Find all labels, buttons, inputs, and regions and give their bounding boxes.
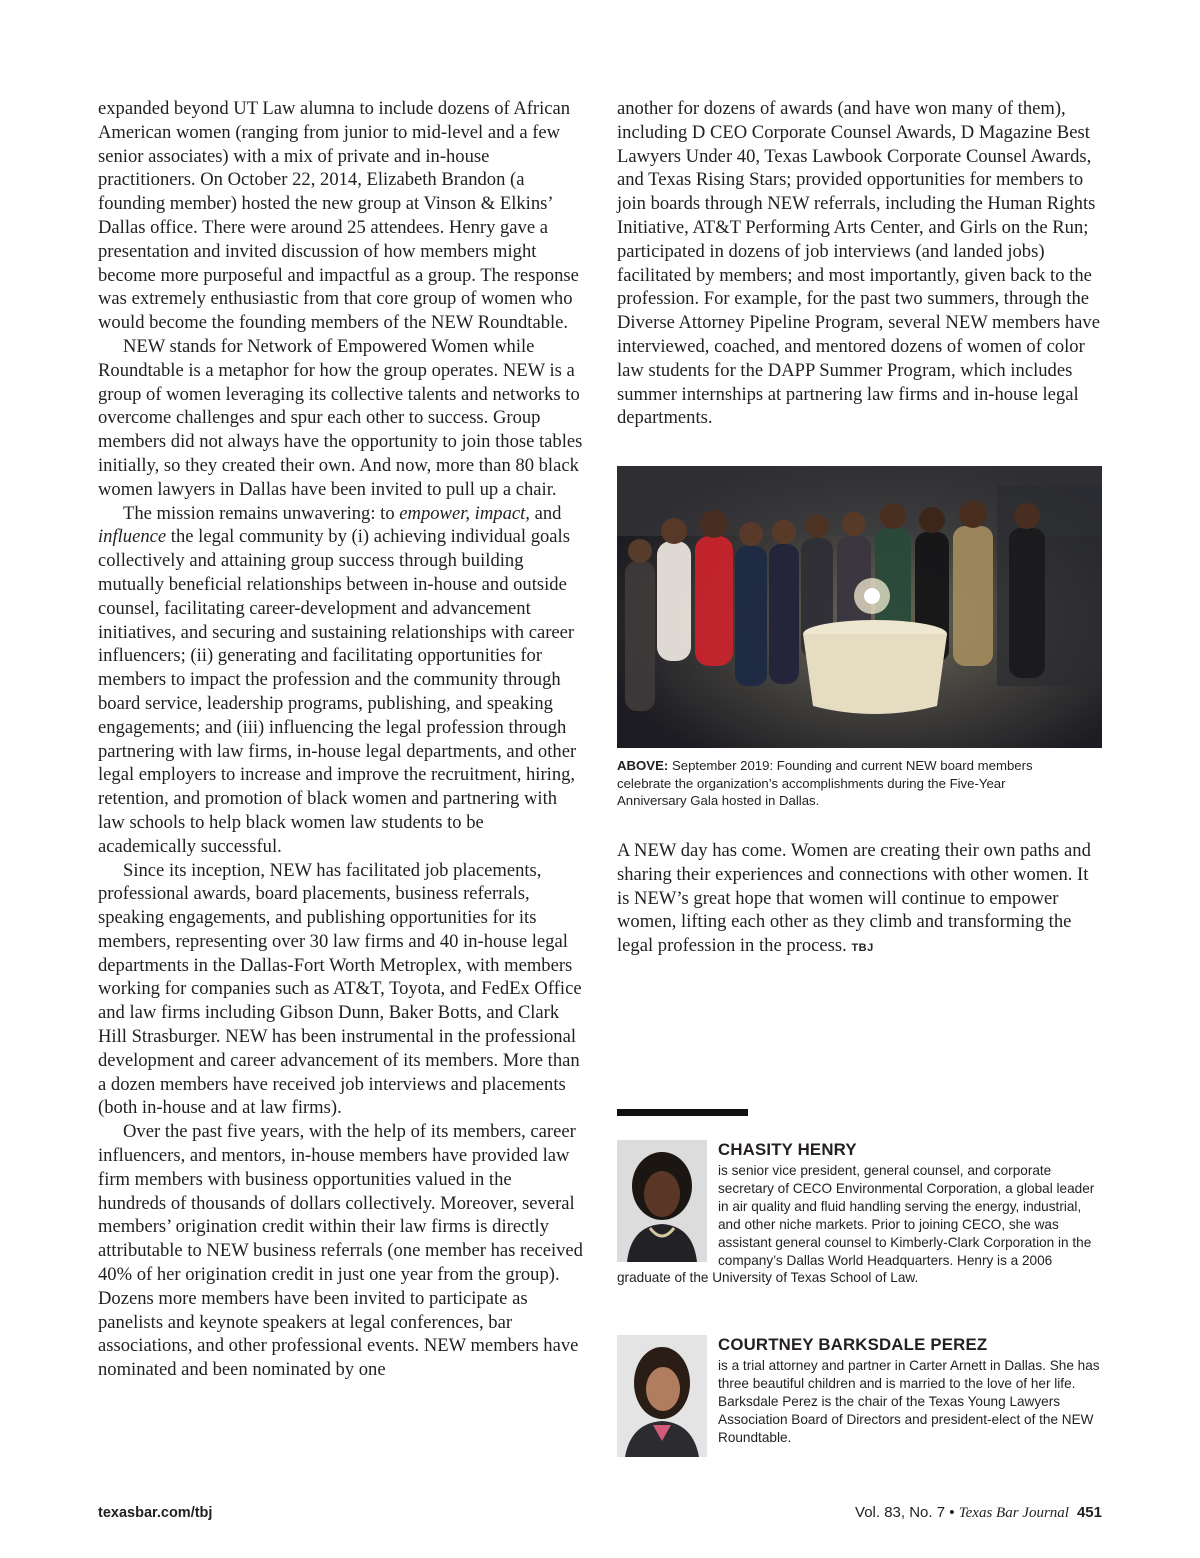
footer-journal-name: Texas Bar Journal — [958, 1505, 1069, 1521]
article-paragraph: NEW stands for Network of Empowered Women while Roundtable is a metaphor for how the group operates. NEW is a group of women leveraging its collective talents and networks to overcome challenges and spur each other to success. Group members did not always have the opportunity to join those tables initially, so they created their own. And now, more than 80 black women lawyers in Dallas have been invited to pull up a chair. — [98, 335, 583, 500]
footer-volume: Vol. 83, No. 7 — [855, 1504, 946, 1521]
emphasis-empower-impact: empower, impact, — [399, 502, 530, 524]
photo-caption — [617, 757, 1077, 810]
caption-label: ABOVE: — [617, 758, 669, 773]
author-name: COURTNEY BARKSDALE PEREZ — [718, 1335, 988, 1354]
footer-bullet: • — [949, 1504, 955, 1521]
gala-group-photo — [617, 466, 1102, 748]
bio-section-rule — [617, 1109, 748, 1116]
author-bio-henry — [617, 1140, 1105, 1287]
gala-photo-illustration — [617, 466, 1102, 748]
article-paragraph: another for dozens of awards (and have won many of them), including D CEO Corporate Counsel Awards, D Magazine Best Lawyers Under 40, Texas Lawbook Corporate Counsel Awards, and Texas Rising Stars; provided opportunities for members to join boards through NEW referrals, including the Human Rights Initiative, AT&T Performing Arts Center, and Girls on the Run; participated in dozens of job interviews (and landed jobs) facilitated by members; and most importantly, given back to the profession. For example, for the past two summers, through the Diverse Attorney Pipeline Program, several NEW members have interviewed, coached, and mentored dozens of women of color law students for the DAPP Summer Program, which includes summer internships at partnering law firms and in-house legal departments. — [617, 98, 1100, 429]
author-bio-text: is a trial attorney and partner in Carter Arnett in Dallas. She has three beautiful children and is married to the love of her life. Barksdale Perez is the chair of the Texas Young Lawyers Association Board of Directors and president-elect of the NEW Roundtable. — [718, 1358, 1100, 1445]
footer-site-link[interactable]: texasbar.com/tbj — [98, 1505, 213, 1521]
author-name: CHASITY HENRY — [718, 1140, 857, 1159]
author-bio-perez — [617, 1335, 1105, 1461]
article-paragraph: expanded beyond UT Law alumna to include dozens of African American women (ranging from junior to mid-level and a few senior associates) with a mix of private and in-house practitioners. On October 22, 2014, Elizabeth Brandon (a founding member) hosted the new group at Vinson & Elkins’ Dallas office. There were around 25 attendees. Henry gave a presentation and invited discussion of how members might become more purposeful and impactful as a group. The response was extremely enthusiastic from that core group of women who would become the founding members of the NEW Roundtable. — [98, 98, 579, 334]
article-paragraph: Over the past five years, with the help of its members, career influencers, and mentors, in-house members have provided law firm members with business opportunities valued in the hundreds of thousands of dollars collectively. Moreover, several members’ origination credit within their law firms is directly attributable to NEW business referrals (one member has received 40% of her origination credit in just one year from the group). Dozens more members have been invited to participate as panelists and keynote speakers at legal conferences, bar associations, and other professional events. NEW members have nominated and been nominated by one — [98, 1121, 583, 1381]
caption-text: September 2019: Founding and current NEW board members celebrate the organization’s accomplishments during the Five-Year Anniversary Gala hosted in Dallas. — [617, 758, 1033, 808]
article-paragraph: A NEW day has come. Women are creating their own paths and sharing their experiences and connections with other women. It is NEW’s great hope that women will continue to empower women, lifting each other as they climb and transforming the legal profession in the process. TBJ — [617, 840, 1091, 957]
author-photo-perez — [617, 1335, 707, 1457]
article-right-column — [617, 97, 1105, 430]
page-number: 451 — [1076, 1504, 1102, 1521]
article-closing — [617, 839, 1105, 961]
emphasis-influence: influence — [98, 526, 167, 548]
author-bio-text: is senior vice president, general counsel, and corporate secretary of CECO Environmental Corporation, a global leader in air quality and fluid handling serving the energy, industrial, and other niche markets. Prior to joining CECO, she was assistant general counsel to Kimberly-Clark Corporation in the company’s Dallas World Headquarters. Henry is a 2006 graduate of the University of Texas School of Law. — [617, 1163, 1095, 1286]
author-photo-henry — [617, 1140, 707, 1262]
footer-issue-info — [855, 1504, 1102, 1522]
article-left-column — [98, 97, 584, 1382]
end-mark: TBJ — [851, 942, 874, 955]
article-paragraph: Since its inception, NEW has facilitated job placements, professional awards, board placements, business referrals, speaking engagements, and publishing opportunities for its members, representing over 30 law firms and 40 in-house legal departments in the Dallas-Fort Worth Metroplex, with members working for companies such as AT&T, Toyota, and FedEx Office and law firms including Gibson Dunn, Baker Botts, and Clark Hill Strasburger. NEW has been instrumental in the professional development and career advancement of its members. More than a dozen members have received job interviews and placements (both in-house and at law firms). — [98, 859, 582, 1119]
article-paragraph: The mission remains unwavering: to empower, impact, and influence the legal community by (i) achieving individual goals collectively and attaining group success through building mutually beneficial relationships between in-house and outside counsel, facilitating career-development and advancement initiatives, and securing and sustaining relationships with career influencers; (ii) generating and facilitating opportunities for members to impact the profession and the community through board service, leadership programs, publishing, and speaking engagements; and (iii) influencing the legal profession through partnering with law firms, in-house legal departments, and other legal employers to increase and improve the recruitment, hiring, retention, and promotion of black women and partnering with law schools to help black women law students to be academically successful. — [98, 502, 577, 857]
